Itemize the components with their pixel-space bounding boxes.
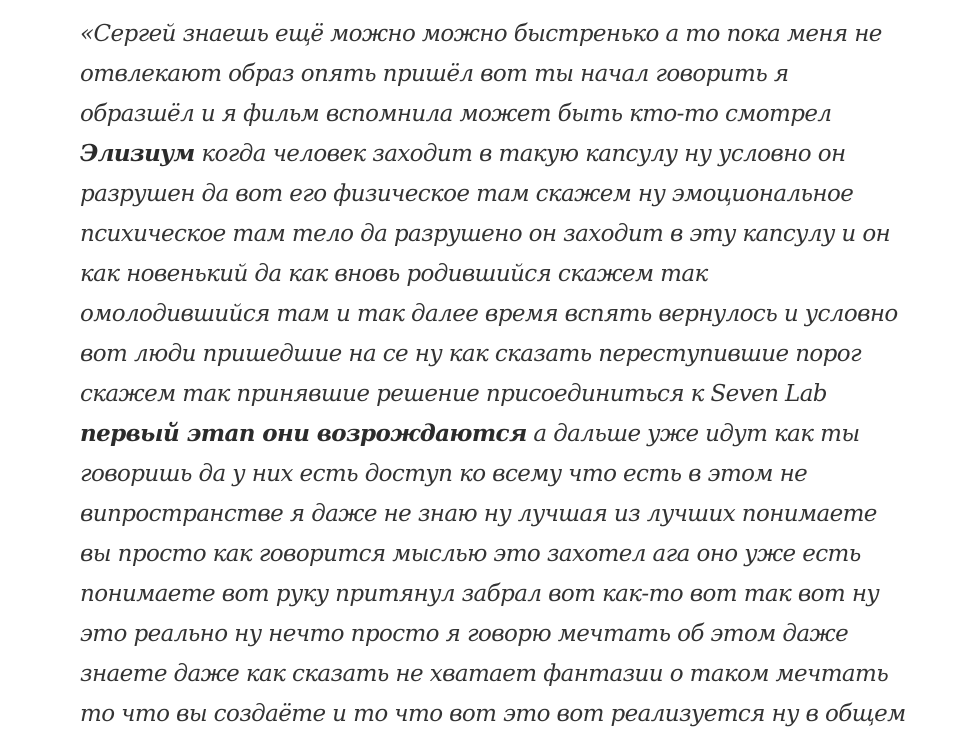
- quote-line: разрушен да вот его физическое там скажем ну эмоциональное: [80, 181, 854, 207]
- quote-line: «Сергей знаешь ещё можно можно быстренько а то пока меня не: [80, 21, 882, 47]
- quote-line: випространстве я даже не знаю ну лучшая из лучших понимаете: [80, 501, 877, 527]
- quote-line-rest: когда человек заходит в такую капсулу ну условно он: [194, 141, 846, 167]
- quote-line-rest: а дальше уже идут как ты: [526, 421, 860, 447]
- quote-line: как новенький да как вновь родившийся скажем так: [80, 261, 708, 287]
- quote-line: скажем так принявшие решение присоединиться к Seven Lab: [80, 381, 827, 407]
- quote-line: вот люди пришедшие на се ну как сказать переступившие порог: [80, 341, 862, 367]
- quote-text: [80, 14, 950, 734]
- quote-line: вы просто как говорится мыслью это захотел ага оно уже есть: [80, 541, 861, 567]
- bold-term-elysium: Элизиум: [80, 140, 195, 167]
- quote-line: понимаете вот руку притянул забрал вот как-то вот так вот ну: [80, 581, 880, 607]
- quote-line: [80, 414, 950, 454]
- quote-line: омолодившийся там и так далее время вспять вернулось и условно: [80, 301, 898, 327]
- quote-line: отвлекают образ опять пришёл вот ты начал говорить я: [80, 61, 789, 87]
- quote-line: психическое там тело да разрушено он заходит в эту капсулу и он: [80, 221, 891, 247]
- quote-line: то что вы создаёте и то что вот это вот реализуется ну в общем: [80, 701, 906, 727]
- quote-line: это реально ну нечто просто я говорю мечтать об этом даже: [80, 621, 849, 647]
- quote-line: говоришь да у них есть доступ ко всему что есть в этом не: [80, 461, 808, 487]
- quote-line: образшёл и я фильм вспомнила может быть кто-то смотрел: [80, 101, 832, 127]
- quote-line: знаете даже как сказать не хватает фантазии о таком мечтать: [80, 661, 889, 687]
- bold-phrase-first-stage: первый этап они возрождаются: [80, 420, 527, 447]
- quote-line: [80, 134, 950, 174]
